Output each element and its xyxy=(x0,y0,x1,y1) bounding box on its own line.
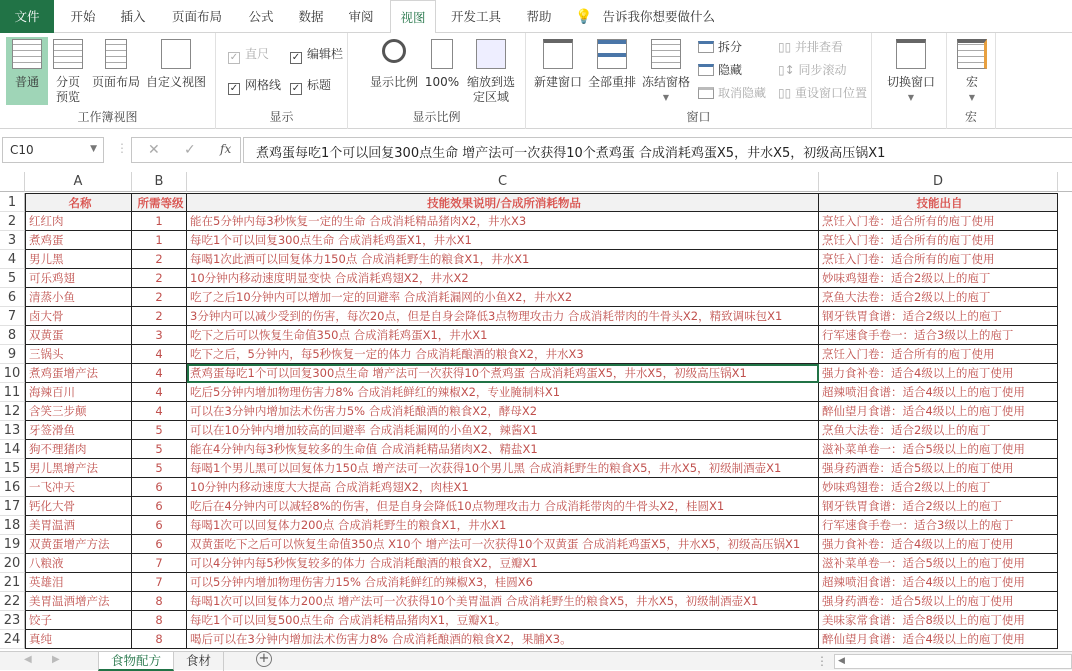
chevron-down-icon[interactable]: ▼ xyxy=(90,144,97,154)
reset-position-icon: ▯▯ xyxy=(778,86,796,100)
splitter-handle-icon[interactable]: ⋮ xyxy=(816,654,828,668)
group-label: 显示 xyxy=(269,110,294,124)
row-header[interactable]: 12 xyxy=(0,402,25,421)
scroll-right-icon[interactable]: ▶ xyxy=(52,654,60,665)
table-cell[interactable]: 滋补菜单卷一：适合5级以上的庖丁使用 xyxy=(819,554,1058,573)
normal-view-button[interactable] xyxy=(6,37,48,105)
table-cell[interactable]: 强力食补卷：适合4级以上的庖丁使用 xyxy=(819,535,1058,554)
side-by-side-icon: ▯▯ xyxy=(778,40,796,54)
table-cell[interactable]: 钢牙铁胃食谱：适合2级以上的庖丁 xyxy=(819,497,1058,516)
sheet-tab-bar xyxy=(0,651,1072,670)
row-header[interactable]: 15 xyxy=(0,459,25,478)
tab-home[interactable]: 开始 xyxy=(70,9,96,24)
row-header[interactable]: 16 xyxy=(0,478,25,497)
tab-review[interactable]: 审阅 xyxy=(348,9,374,24)
table-cell[interactable]: 2 xyxy=(132,288,187,307)
table-cell[interactable]: 可以5分钟内增加物理伤害力15% 合成消耗鲜红的辣椒X3，桂圆X6 xyxy=(187,573,819,592)
table-cell[interactable]: 可以在3分钟内增加法术伤害力5% 合成消耗酿酒的粮食X2，酵母X2 xyxy=(187,402,819,421)
table-cell[interactable]: 钢牙铁胃食谱：适合2级以上的庖丁 xyxy=(819,307,1058,326)
table-cell[interactable]: 滋补菜单卷一：适合5级以上的庖丁使用 xyxy=(819,440,1058,459)
enter-check-icon[interactable]: ✓ xyxy=(184,142,196,158)
unhide-button[interactable] xyxy=(698,84,766,102)
label: 新建窗口 xyxy=(533,75,582,89)
tell-me-search[interactable] xyxy=(575,0,735,33)
zoom-selection-icon xyxy=(476,39,506,69)
macros-button[interactable] xyxy=(955,37,989,105)
label: 直尺 xyxy=(245,47,270,61)
scroll-left-arrow-icon[interactable]: ◀ xyxy=(838,656,845,666)
label: 隐藏 xyxy=(718,63,743,77)
label: 缩放到选定区域 xyxy=(466,75,515,104)
row-header[interactable]: 3 xyxy=(0,231,25,250)
table-cell[interactable]: 双黄蛋 xyxy=(25,326,132,345)
label: 同步滚动 xyxy=(798,63,847,77)
table-cell[interactable]: 每喝1次此酒可以回复体力150点 合成消耗野生的粮食X1，井水X1 xyxy=(187,250,819,269)
formula-bar xyxy=(0,137,1072,165)
table-cell[interactable]: 2 xyxy=(132,250,187,269)
label: 编辑栏 xyxy=(307,47,344,61)
row-header[interactable]: 22 xyxy=(0,592,25,611)
macro-icon xyxy=(957,39,987,69)
table-cell[interactable]: 每喝1次可以回复体力200点 增产法可一次获得10个美胃温酒 合成消耗野生的粮食X5，井水X5，初级制酒壶X1 xyxy=(187,592,819,611)
label: 100% xyxy=(424,75,460,89)
table-cell[interactable]: 吃后在4分钟内可以减轻8%的伤害，但是自身会降低10点物理攻击力 合成消耗带肉的牛骨头X2，桂圆X1 xyxy=(187,497,819,516)
table-cell[interactable]: 妙味鸡翅卷：适合2级以上的庖丁 xyxy=(819,478,1058,497)
insert-function-icon[interactable]: fx xyxy=(220,142,232,156)
table-cell[interactable]: 烹饪入门卷：适合所有的庖丁使用 xyxy=(819,345,1058,364)
column-header-empty xyxy=(1058,172,1072,192)
table-cell[interactable]: 烹饪入门卷：适合所有的庖丁使用 xyxy=(819,231,1058,250)
label: 显示比例 xyxy=(369,75,418,89)
table-cell[interactable]: 吃下之后可以恢复生命值350点 合成消耗鸡蛋X1，井水X1 xyxy=(187,326,819,345)
label: 宏 xyxy=(965,75,978,89)
worksheet-grid[interactable] xyxy=(0,172,1072,651)
formula-bar-checkbox[interactable]: ✓ 编辑栏 xyxy=(291,47,344,63)
row-header[interactable]: 13 xyxy=(0,421,25,440)
table-cell[interactable]: 2 xyxy=(132,307,187,326)
header-cell[interactable]: 技能出自 xyxy=(819,193,1058,212)
table-cell[interactable]: 海辣百川 xyxy=(25,383,132,402)
table-cell[interactable]: 5 xyxy=(132,459,187,478)
table-cell[interactable]: 6 xyxy=(132,497,187,516)
table-cell[interactable]: 男儿黑增产法 xyxy=(25,459,132,478)
tab-developer[interactable]: 开发工具 xyxy=(450,9,501,24)
split-button[interactable] xyxy=(698,38,742,56)
tab-formulas[interactable]: 公式 xyxy=(248,9,274,24)
table-cell[interactable]: 8 xyxy=(132,630,187,649)
hide-icon xyxy=(698,64,714,76)
table-cell[interactable]: 行军速食手卷一：适合3级以上的庖丁 xyxy=(819,326,1058,345)
table-cell[interactable]: 吃下之后，5分钟内，每5秒恢复一定的体力 合成消耗酿酒的粮食X2，井水X3 xyxy=(187,345,819,364)
group-window xyxy=(526,33,872,129)
group-label: 显示比例 xyxy=(412,110,461,124)
select-all-corner[interactable] xyxy=(0,172,25,192)
column-header-d[interactable]: D xyxy=(819,172,1058,192)
column-header-b[interactable]: B xyxy=(132,172,187,192)
table-cell[interactable]: 超辣喷泪食谱：适合4级以上的庖丁使用 xyxy=(819,573,1058,592)
table-cell[interactable]: 6 xyxy=(132,478,187,497)
table-cell[interactable]: 强身药酒卷：适合5级以上的庖丁使用 xyxy=(819,592,1058,611)
table-cell[interactable]: 能在4分钟内每3秒恢复较多的生命值 合成消耗精品猪肉X2、精盐X1 xyxy=(187,440,819,459)
table-cell[interactable]: 吃后5分钟内增加物理伤害力8% 合成消耗鲜红的辣椒X2，专业腌制料X1 xyxy=(187,383,819,402)
page-icon xyxy=(105,39,127,69)
header-cell[interactable]: 所需等级 xyxy=(132,193,187,212)
row-header[interactable]: 17 xyxy=(0,497,25,516)
row-header[interactable]: 5 xyxy=(0,269,25,288)
switch-windows-icon xyxy=(896,39,926,69)
column-header-c[interactable]: C xyxy=(187,172,819,192)
table-cell[interactable]: 烹鱼大法卷：适合2级以上的庖丁 xyxy=(819,288,1058,307)
dropdown-icon: ▼ xyxy=(907,93,915,102)
page-break-icon xyxy=(53,39,83,69)
freeze-panes-button[interactable] xyxy=(640,37,692,105)
table-cell[interactable]: 美味家常食谱：适合8级以上的庖丁使用 xyxy=(819,611,1058,630)
arrange-all-icon xyxy=(597,39,627,69)
table-cell[interactable]: 牙签滑鱼 xyxy=(25,421,132,440)
table-cell[interactable]: 1 xyxy=(132,231,187,250)
label: 取消隐藏 xyxy=(718,86,767,100)
freeze-panes-icon xyxy=(651,39,681,69)
cancel-icon[interactable]: ✕ xyxy=(148,142,160,158)
table-cell[interactable]: 狗不理猪肉 xyxy=(25,440,132,459)
table-cell[interactable]: 6 xyxy=(132,516,187,535)
tab-help[interactable]: 帮助 xyxy=(526,9,552,24)
cell-reference: C10 xyxy=(10,143,34,157)
label: 重设窗口位置 xyxy=(795,86,868,100)
table-cell[interactable]: 清蒸小鱼 xyxy=(25,288,132,307)
page-break-preview-button[interactable] xyxy=(50,37,86,105)
table-cell[interactable]: 5 xyxy=(132,440,187,459)
view-side-by-side-button[interactable] xyxy=(778,38,843,56)
group-workbook-views xyxy=(0,33,216,129)
ruler-checkbox[interactable]: ✓ 直尺 xyxy=(229,47,270,63)
table-cell[interactable]: 8 xyxy=(132,592,187,611)
row-header[interactable]: 10 xyxy=(0,364,25,383)
table-cell[interactable]: 英雄泪 xyxy=(25,573,132,592)
table-cell[interactable]: 煮鸡蛋 xyxy=(25,231,132,250)
tab-insert[interactable]: 插入 xyxy=(120,9,146,24)
table-cell[interactable]: 强身药酒卷：适合5级以上的庖丁使用 xyxy=(819,459,1058,478)
table-cell[interactable]: 3分钟内可以减少受到的伤害，每次20点，但是自身会降低3点物理攻击力 合成消耗带肉的牛骨头X2，精致调味包X1 xyxy=(187,307,819,326)
row-header[interactable]: 7 xyxy=(0,307,25,326)
table-cell[interactable]: 吃了之后10分钟内可以增加一定的回避率 合成消耗漏网的小鱼X2，井水X2 xyxy=(187,288,819,307)
scroll-left-icon[interactable]: ◀ xyxy=(24,654,32,665)
header-cell[interactable]: 名称 xyxy=(25,193,132,212)
table-cell[interactable]: 八粮液 xyxy=(25,554,132,573)
table-cell[interactable]: 超辣喷泪食谱：适合4级以上的庖丁使用 xyxy=(819,383,1058,402)
row-header[interactable]: 9 xyxy=(0,345,25,364)
table-cell[interactable]: 4 xyxy=(132,402,187,421)
table-cell[interactable]: 2 xyxy=(132,269,187,288)
zoom-to-selection-button[interactable] xyxy=(464,37,518,105)
headings-checkbox[interactable]: ✓ 标题 xyxy=(291,78,332,94)
row-header[interactable]: 11 xyxy=(0,383,25,402)
table-cell[interactable]: 双黄蛋增产方法 xyxy=(25,535,132,554)
row-header[interactable]: 24 xyxy=(0,630,25,649)
table-cell[interactable]: 三锅头 xyxy=(25,345,132,364)
table-cell[interactable]: 每喝1个男儿黑可以回复体力150点 增产法可一次获得10个男儿黑 合成消耗野生的粮食X5，井水X5，初级制酒壶X1 xyxy=(187,459,819,478)
custom-view-icon xyxy=(161,39,191,69)
table-cell[interactable]: 钙化大骨 xyxy=(25,497,132,516)
table-cell[interactable]: 真纯 xyxy=(25,630,132,649)
group-zoom xyxy=(348,33,526,129)
dropdown-icon: ▼ xyxy=(662,93,670,102)
table-cell[interactable]: 每喝1次可以回复体力200点 合成消耗野生的粮食X1，井水X1 xyxy=(187,516,819,535)
label: 网格线 xyxy=(245,78,282,92)
table-cell[interactable]: 卤大骨 xyxy=(25,307,132,326)
row-header[interactable]: 8 xyxy=(0,326,25,345)
split-icon xyxy=(698,41,714,53)
header-cell[interactable]: 技能效果说明/合成所消耗物品 xyxy=(187,193,819,212)
table-cell[interactable]: 烹饪入门卷：适合所有的庖丁使用 xyxy=(819,212,1058,231)
row-header[interactable]: 19 xyxy=(0,535,25,554)
unhide-icon xyxy=(698,87,714,99)
table-cell[interactable]: 红红肉 xyxy=(25,212,132,231)
label: 并排查看 xyxy=(795,40,844,54)
tab-view[interactable]: 视图 xyxy=(390,0,436,34)
arrange-all-button[interactable] xyxy=(586,37,638,90)
page-layout-button[interactable] xyxy=(90,37,142,90)
reset-window-position-button[interactable] xyxy=(778,84,867,102)
table-cell[interactable]: 可以4分钟内每5秒恢复较多的体力 合成消耗酿酒的粮食X2，豆瓣X1 xyxy=(187,554,819,573)
label: 分页预览 xyxy=(55,75,80,104)
table-cell[interactable]: 每吃1个可以回复300点生命 合成消耗鸡蛋X1，井水X1 xyxy=(187,231,819,250)
table-cell[interactable]: 行军速食手卷一：适合3级以上的庖丁 xyxy=(819,516,1058,535)
table-cell[interactable]: 每吃1个可以回复500点生命 合成消耗精品猪肉X1，豆瓣X1。 xyxy=(187,611,819,630)
row-header[interactable]: 20 xyxy=(0,554,25,573)
gridlines-checkbox[interactable]: ✓ 网格线 xyxy=(229,78,282,94)
sync-scroll-icon: ▯↕ xyxy=(778,63,799,77)
table-cell[interactable]: 男儿黑 xyxy=(25,250,132,269)
row-header[interactable]: 6 xyxy=(0,288,25,307)
table-cell[interactable]: 烹饪入门卷：适合所有的庖丁使用 xyxy=(819,250,1058,269)
table-cell[interactable]: 煮鸡蛋每吃1个可以回复300点生命 增产法可一次获得10个煮鸡蛋 合成消耗鸡蛋X5，井水X5，初级高压锅X1 xyxy=(187,364,819,383)
table-cell[interactable]: 10分钟内移动速度大大提高 合成消耗鸡翅X2，肉桂X1 xyxy=(187,478,819,497)
table-cell[interactable]: 可以在10分钟内增加较高的回避率 合成消耗漏网的小鱼X2，辣酱X1 xyxy=(187,421,819,440)
row-header[interactable]: 4 xyxy=(0,250,25,269)
column-header-a[interactable]: A xyxy=(25,172,132,192)
hide-button[interactable] xyxy=(698,61,742,79)
table-cell[interactable]: 饺子 xyxy=(25,611,132,630)
table-cell[interactable]: 10分钟内移动速度明显变快 合成消耗鸡翅X2，井水X2 xyxy=(187,269,819,288)
sync-scroll-button[interactable] xyxy=(778,61,847,79)
label: 页面布局 xyxy=(91,75,140,89)
table-cell[interactable]: 醉仙望月食谱：适合4级以上的庖丁使用 xyxy=(819,402,1058,421)
table-cell[interactable]: 可乐鸡翅 xyxy=(25,269,132,288)
label: 全部重排 xyxy=(587,75,636,89)
table-cell[interactable]: 煮鸡蛋增产法 xyxy=(25,364,132,383)
table-cell[interactable]: 醉仙望月食谱：适合4级以上的庖丁使用 xyxy=(819,630,1058,649)
table-cell[interactable]: 5 xyxy=(132,421,187,440)
row-header[interactable]: 21 xyxy=(0,573,25,592)
switch-windows-button[interactable] xyxy=(880,37,942,105)
ribbon-tabs xyxy=(0,0,1072,33)
formula-buttons xyxy=(131,137,241,163)
table-cell[interactable]: 能在5分钟内每3秒恢复一定的生命 合成消耗精品猪肉X2，井水X3 xyxy=(187,212,819,231)
new-window-button[interactable] xyxy=(532,37,584,90)
table-cell[interactable]: 8 xyxy=(132,611,187,630)
ribbon xyxy=(0,33,1072,129)
row-header[interactable]: 2 xyxy=(0,212,25,231)
group-label: 工作簿视图 xyxy=(77,110,138,124)
table-cell[interactable]: 7 xyxy=(132,554,187,573)
table-cell[interactable]: 强力食补卷：适合4级以上的庖丁使用 xyxy=(819,364,1058,383)
custom-views-button[interactable] xyxy=(144,37,208,90)
group-show xyxy=(216,33,348,129)
label: 普通 xyxy=(14,75,39,89)
tab-file[interactable]: 文件 xyxy=(0,0,54,33)
row-header[interactable]: 14 xyxy=(0,440,25,459)
group-label: 窗口 xyxy=(686,110,711,124)
table-cell[interactable]: 美胃温酒增产法 xyxy=(25,592,132,611)
zoom-100-icon xyxy=(431,39,453,69)
table-cell[interactable]: 美胃温酒 xyxy=(25,516,132,535)
name-box[interactable] xyxy=(2,137,104,163)
table-cell[interactable]: 一飞冲天 xyxy=(25,478,132,497)
table-cell[interactable]: 6 xyxy=(132,535,187,554)
label: 自定义视图 xyxy=(145,75,206,89)
sheet-tab-food-recipes[interactable]: 食物配方 xyxy=(98,652,174,671)
label: 拆分 xyxy=(718,40,743,54)
group-macros xyxy=(946,33,996,129)
table-cell[interactable]: 4 xyxy=(132,364,187,383)
zoom-button[interactable] xyxy=(368,37,420,90)
sheet-tab-ingredients[interactable]: 食材 xyxy=(174,652,224,671)
table-cell[interactable]: 喝后可以在3分钟内增加法术伤害力8% 合成消耗酿酒的粮食X2，果脯X3。 xyxy=(187,630,819,649)
row-header[interactable]: 23 xyxy=(0,611,25,630)
tell-me-text: 告诉我你想要做什么 xyxy=(602,9,715,24)
label: 冻结窗格 xyxy=(641,75,690,89)
add-sheet-icon[interactable]: + xyxy=(256,651,272,667)
table-cell[interactable]: 烹鱼大法卷：适合2级以上的庖丁 xyxy=(819,421,1058,440)
grid-icon xyxy=(12,39,42,69)
magnifier-icon xyxy=(382,39,406,63)
drag-handle-icon[interactable]: ⋮ xyxy=(116,141,128,155)
table-cell[interactable]: 妙味鸡翅卷：适合2级以上的庖丁 xyxy=(819,269,1058,288)
table-cell[interactable]: 4 xyxy=(132,383,187,402)
dropdown-icon: ▼ xyxy=(968,93,976,102)
label: 切换窗口 xyxy=(886,75,935,89)
group-label: 宏 xyxy=(964,110,977,124)
table-cell[interactable]: 含笑三步颠 xyxy=(25,402,132,421)
table-cell[interactable]: 4 xyxy=(132,345,187,364)
formula-input[interactable]: 煮鸡蛋每吃1个可以回复300点生命 增产法可一次获得10个煮鸡蛋 合成消耗鸡蛋X5，井水X5，初级高压锅X1 xyxy=(243,137,1072,163)
lightbulb-icon: 💡 xyxy=(575,9,593,25)
tab-data[interactable]: 数据 xyxy=(298,9,324,24)
new-window-icon xyxy=(543,39,573,69)
table-cell[interactable]: 3 xyxy=(132,326,187,345)
horizontal-scrollbar[interactable] xyxy=(834,654,1072,669)
table-cell[interactable]: 7 xyxy=(132,573,187,592)
table-cell[interactable]: 双黄蛋吃下之后可以恢复生命值350点 X10个 增产法可一次获得10个双黄蛋 合成消耗鸡蛋X5，井水X5，初级高压锅X1 xyxy=(187,535,819,554)
table-cell[interactable]: 1 xyxy=(132,212,187,231)
label: 标题 xyxy=(307,78,332,92)
zoom-100-button[interactable] xyxy=(424,37,460,90)
row-header[interactable]: 18 xyxy=(0,516,25,535)
row-header[interactable]: 1 xyxy=(0,193,25,212)
tab-page-layout[interactable]: 页面布局 xyxy=(171,9,222,24)
